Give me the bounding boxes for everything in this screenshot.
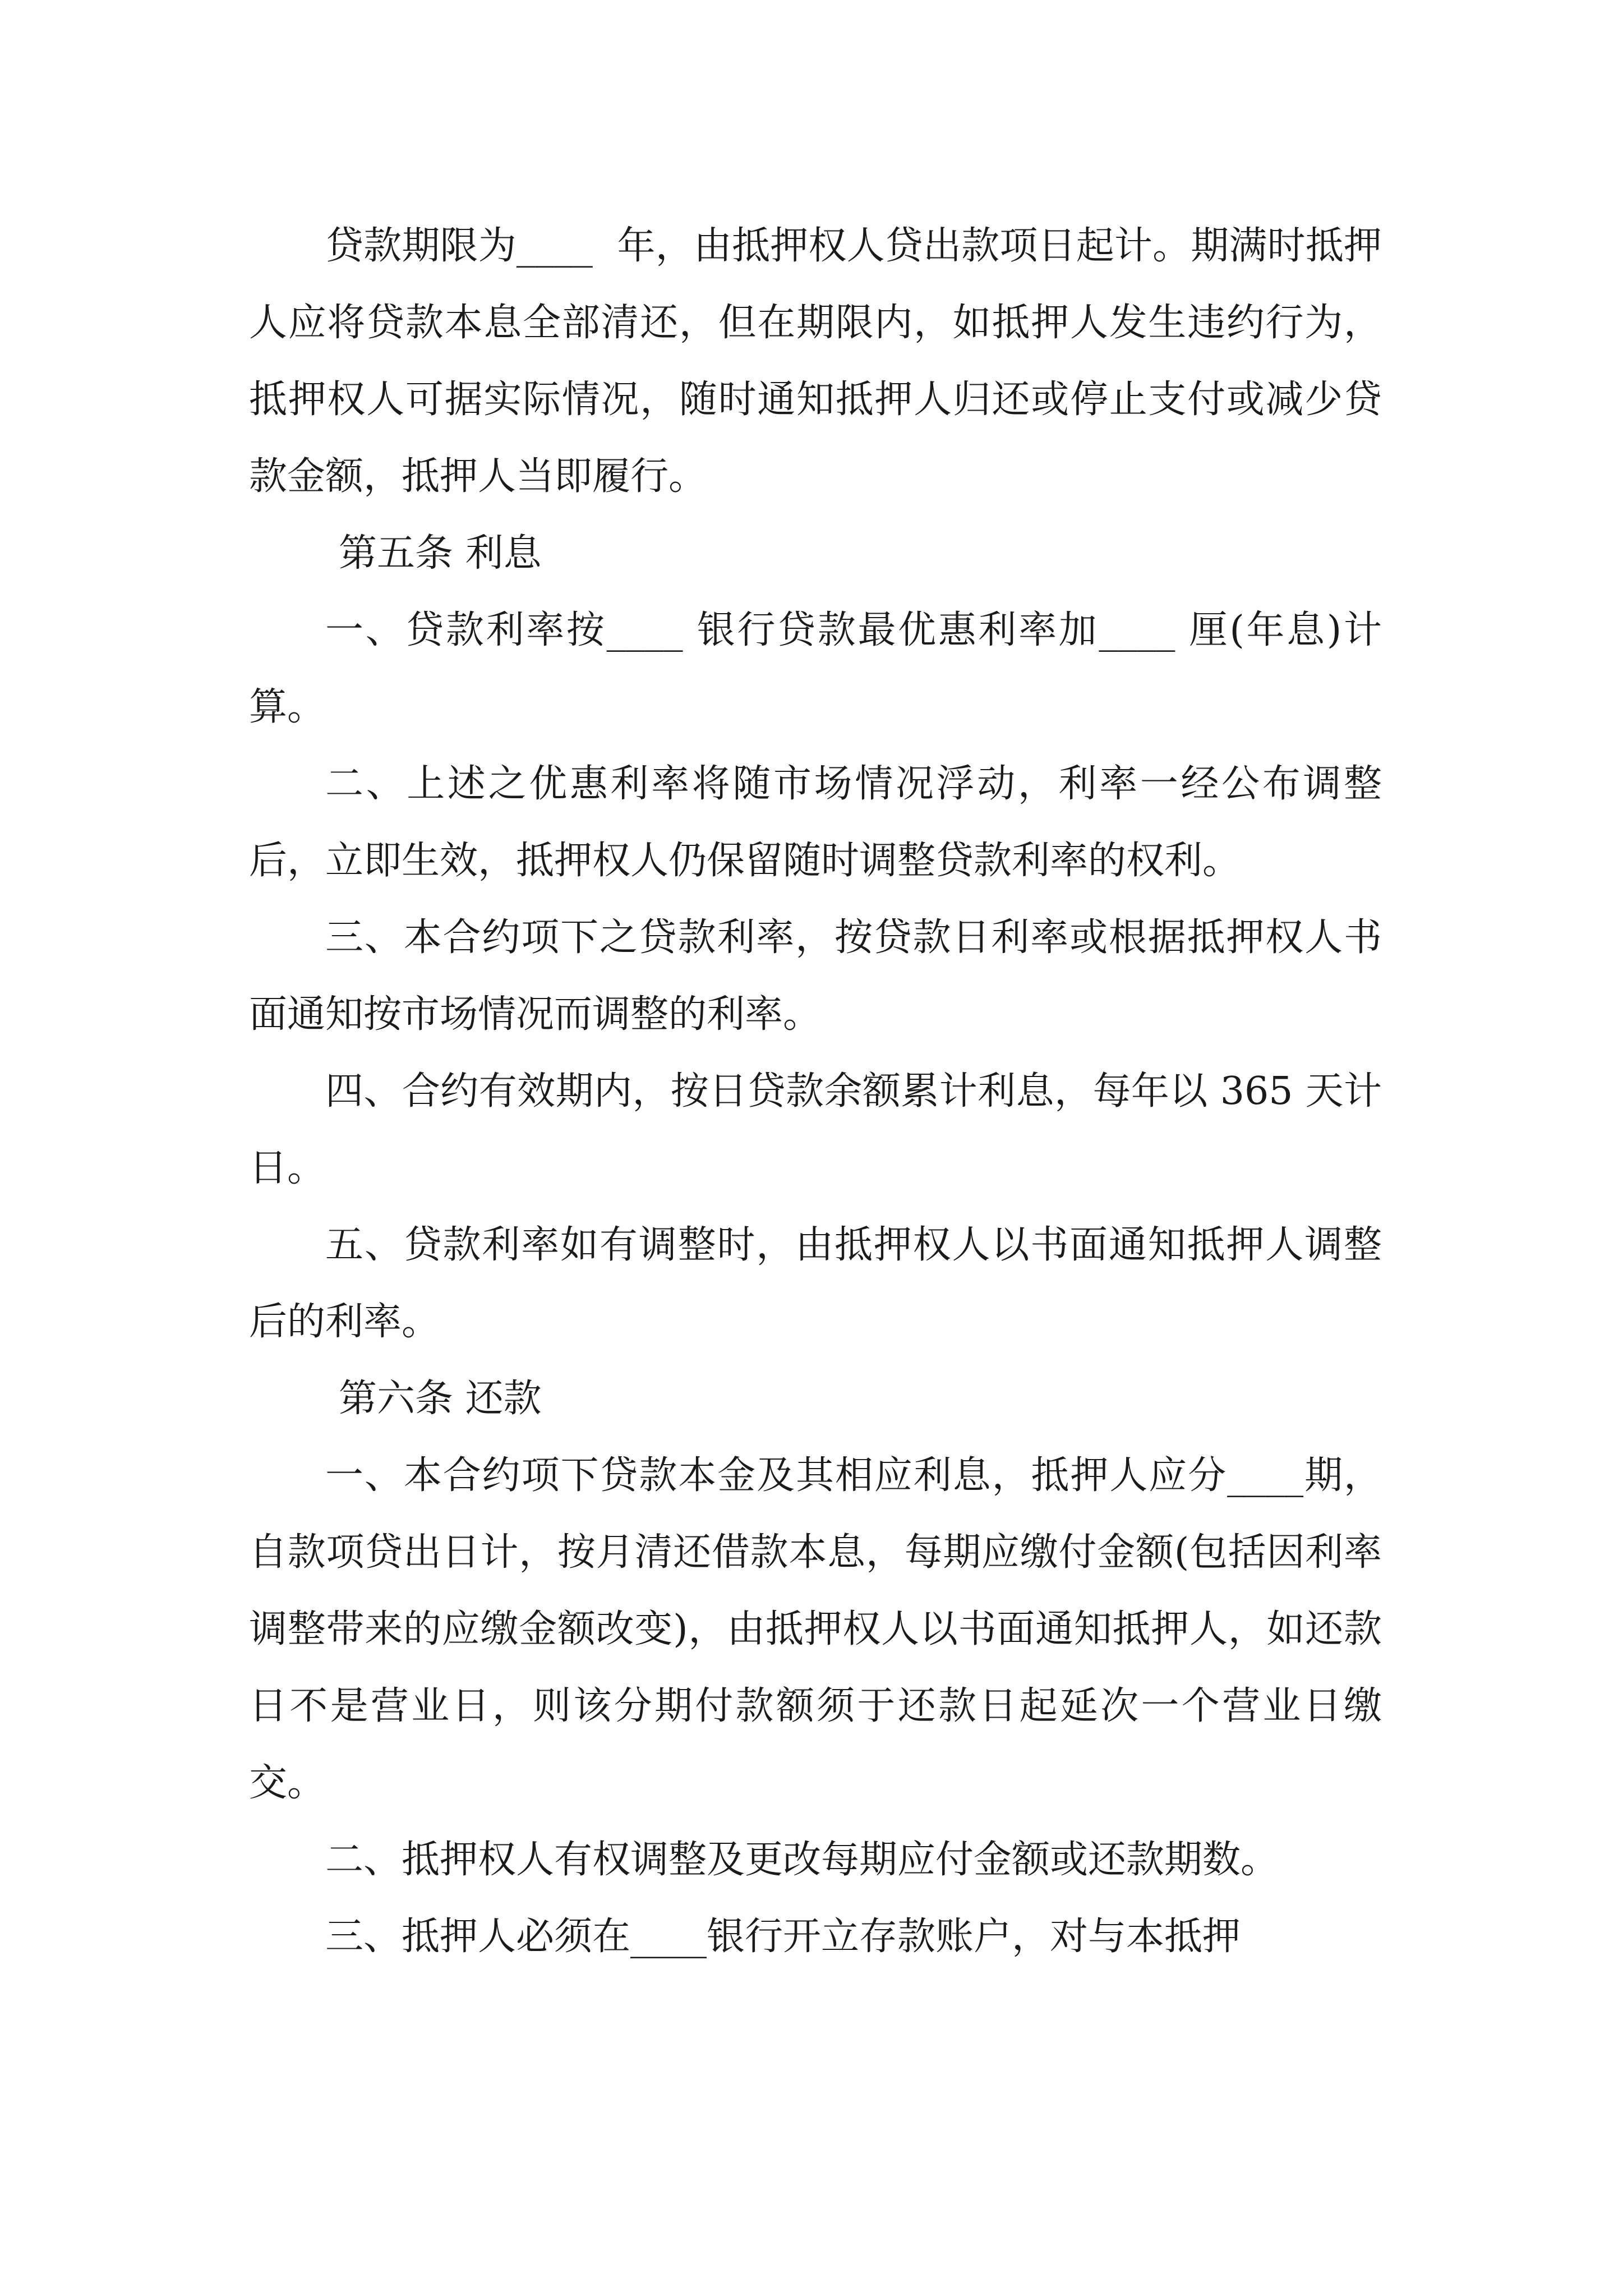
document-page: [249, 208, 1382, 1975]
article-5-heading: 第五条 利息: [339, 531, 542, 576]
repayment-clause-2: 二、抵押权人有权调整及更改每期应付金额或还款期数。: [325, 1838, 1279, 1882]
repayment-clause-3: 三、抵押人必须在____银行开立存款账户，对与本抵押: [325, 1915, 1241, 1959]
repayment-clause-1: 一、本合约项下贷款本金及其相应利息，抵押人应分____期，自款项贷出日计，按月清还借款本息，每期应缴付金额(包括因利率调整带来的应缴金额改变)，由抵押权人以书面通知抵押人，如还款日不是营业日，则该分期付款额须于还款日起延次一个营业日缴交。: [249, 1453, 1382, 1805]
interest-clause-1: 一、贷款利率按____ 银行贷款最优惠利率加____ 厘(年息)计算。: [249, 608, 1382, 729]
loan-term-paragraph: 贷款期限为____ 年，由抵押权人贷出款项日起计。期满时抵押人应将贷款本息全部清还，但在期限内，如抵押人发生违约行为，抵押权人可据实际情况，随时通知抵押人归还或停止支付或减少贷款金额，抵押人当即履行。: [249, 224, 1382, 499]
article-6-heading: 第六条 还款: [339, 1377, 542, 1421]
interest-clause-2: 二、上述之优惠利率将随市场情况浮动，利率一经公布调整后，立即生效，抵押权人仍保留随时调整贷款利率的权利。: [249, 762, 1382, 883]
interest-clause-3: 三、本合约项下之贷款利率，按贷款日利率或根据抵押权人书面通知按市场情况而调整的利率。: [249, 915, 1382, 1037]
interest-clause-5: 五、贷款利率如有调整时，由抵押权人以书面通知抵押人调整后的利率。: [249, 1223, 1382, 1344]
interest-clause-4: 四、合约有效期内，按日贷款余额累计利息，每年以 365 天计日。: [249, 1069, 1382, 1190]
